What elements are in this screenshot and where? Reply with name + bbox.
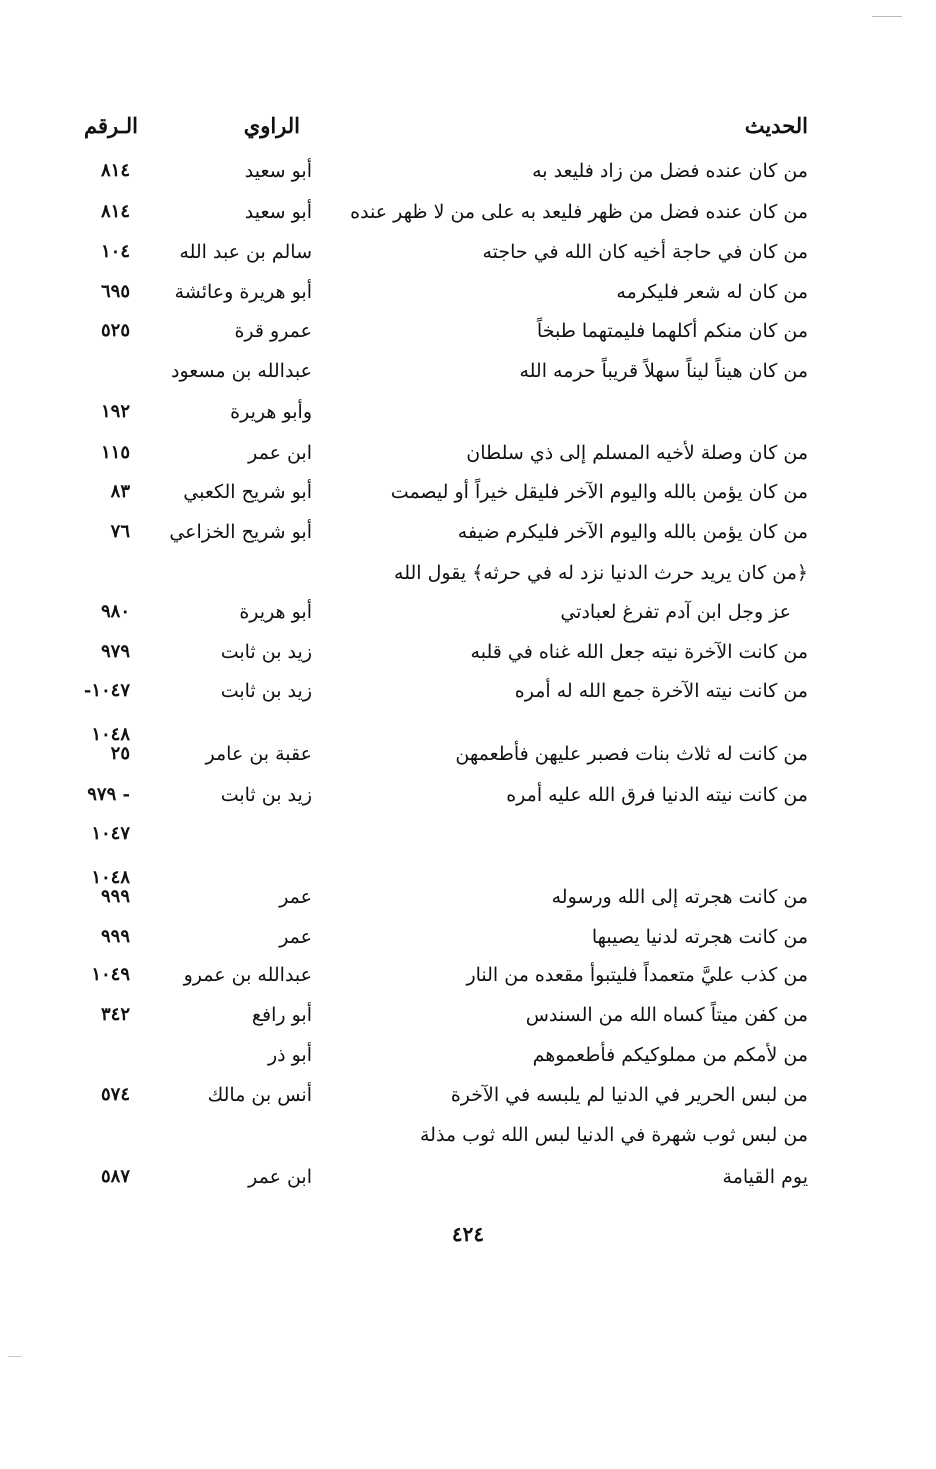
- hadith-text: من كان له شعر فليكرمه: [616, 281, 808, 303]
- narrator-name: وأبو هريرة: [230, 401, 312, 423]
- hadith-number: ٣٤٢: [100, 1004, 130, 1025]
- hadith-text: من كانت نيته الآخرة جمع الله له أمره: [514, 680, 808, 702]
- narrator-name: ابن عمر: [248, 1166, 312, 1188]
- narrator-name: أنس بن مالك: [207, 1084, 312, 1106]
- table-row: [0, 776, 936, 814]
- table-row: [0, 513, 936, 551]
- narrator-name: أبو هريرة: [239, 601, 312, 623]
- hadith-text: من كان منكم أكلهما فليمتهما طبخاً: [536, 320, 808, 342]
- hadith-text: من كانت هجرته لدنيا يصيبها: [591, 926, 808, 948]
- table-row: [0, 735, 936, 773]
- hadith-text: من لأمكم من مملوكيكم فأطعموهم: [532, 1044, 808, 1066]
- hadith-number: ٥٨٧: [100, 1166, 130, 1187]
- column-header-narrator: الراوي: [243, 113, 300, 138]
- column-header-hadith: الحديث: [744, 113, 808, 138]
- narrator-name: عمرو قرة: [234, 320, 312, 342]
- hadith-text: من كان يؤمن بالله واليوم الآخر فليكرم ضيفه: [457, 521, 808, 543]
- table-row: [0, 878, 936, 916]
- narrator-name: أبو شريح الخزاعي: [169, 521, 312, 543]
- narrator-name: سالم بن عبد الله: [179, 241, 312, 263]
- hadith-number: ١٠٤٨: [91, 724, 130, 745]
- column-header-number: الـرقم: [84, 113, 138, 138]
- table-row: [0, 996, 936, 1034]
- hadith-number-stack: [91, 868, 130, 906]
- narrator-name: عمر: [279, 886, 312, 908]
- table-row: [0, 956, 936, 994]
- hadith-text: من لبس الحرير في الدنيا لم يلبسه في الآخرة: [450, 1084, 808, 1106]
- table-row: [0, 193, 936, 231]
- hadith-number: -١٠٤٧: [83, 680, 130, 701]
- table-row: [0, 1116, 936, 1154]
- table-row: [0, 633, 936, 671]
- hadith-text: من كفن ميتاً كساه الله من السندس: [525, 1004, 808, 1026]
- table-row: [0, 918, 936, 956]
- scan-speck: [8, 1356, 22, 1357]
- table-row: [0, 672, 936, 710]
- narrator-name: أبو سعيد: [244, 201, 312, 223]
- hadith-text: من كذب عليَّ متعمداً فليتبوأ مقعده من النار: [466, 964, 808, 986]
- narrator-name: أبو ذر: [267, 1044, 312, 1066]
- narrator-name: زيد بن ثابت: [220, 784, 312, 806]
- hadith-number: ١٠٤٧: [91, 823, 130, 844]
- table-row: [0, 815, 936, 853]
- hadith-number: ٦٩٥: [100, 281, 130, 302]
- hadith-number-continued: ٢٥: [110, 743, 130, 764]
- hadith-number: ٩٧٩: [100, 641, 130, 662]
- hadith-number: ٥٢٥: [100, 320, 130, 341]
- hadith-number-stack: [91, 725, 130, 763]
- table-row: [0, 593, 936, 631]
- hadith-number: ١٠٤٨: [91, 867, 130, 888]
- table-row: [0, 434, 936, 472]
- table-row: [0, 393, 936, 431]
- table-row: [0, 273, 936, 311]
- narrator-name: زيد بن ثابت: [220, 680, 312, 702]
- narrator-name: عمر: [279, 926, 312, 948]
- hadith-number-continued: ٩٩٩: [100, 886, 130, 907]
- hadith-text: من لبس ثوب شهرة في الدنيا لبس الله ثوب مذلة: [419, 1124, 808, 1146]
- hadith-text: من كانت نيته الدنيا فرق الله عليه أمره: [506, 784, 808, 806]
- hadith-text: من كان وصلة لأخيه المسلم إلى ذي سلطان: [466, 442, 808, 464]
- table-row: [0, 312, 936, 350]
- hadith-number: ٨١٤: [100, 160, 130, 181]
- table-row: [0, 152, 936, 190]
- hadith-text: من كانت الآخرة نيته جعل الله غناه في قلبه: [470, 641, 808, 663]
- narrator-name: زيد بن ثابت: [220, 641, 312, 663]
- hadith-text: ﴿من كان يريد حرث الدنيا نزد له في حرثه﴾ يقول الله: [394, 562, 808, 584]
- hadith-number: ٩٧٩ -: [87, 784, 130, 805]
- hadith-number: ٧٦: [110, 521, 130, 542]
- narrator-name: عبدالله بن مسعود: [171, 360, 312, 382]
- table-row: [0, 1036, 936, 1074]
- hadith-text: من كانت له ثلاث بنات فصبر عليهن فأطعمهن: [455, 743, 808, 765]
- table-row: [0, 352, 936, 390]
- hadith-number: ٩٨٠: [100, 601, 130, 622]
- hadith-number: ١٠٤٩: [91, 964, 130, 985]
- hadith-text: من كان يؤمن بالله واليوم الآخر فليقل خيراً أو ليصمت: [390, 481, 808, 503]
- hadith-text: من كان في حاجة أخيه كان الله في حاجته: [482, 241, 808, 263]
- narrator-name: ابن عمر: [248, 442, 312, 464]
- hadith-number: ٨١٤: [100, 201, 130, 222]
- hadith-text: من كانت هجرته إلى الله ورسوله: [551, 886, 808, 908]
- hadith-text: من كان عنده فضل من ظهر فليعد به على من لا ظهر عنده: [350, 201, 808, 223]
- hadith-text: من كان هيناً ليناً سهلاً قريباً حرمه الله: [519, 360, 808, 382]
- page-number: ٤٢٤: [451, 1222, 485, 1246]
- hadith-number: ١١٥: [100, 442, 130, 463]
- table-row: [0, 554, 936, 592]
- hadith-number: ٩٩٩: [100, 926, 130, 947]
- narrator-name: عبدالله بن عمرو: [183, 964, 312, 986]
- hadith-number: ١٩٢: [100, 401, 130, 422]
- table-row: [0, 473, 936, 511]
- hadith-number: ٨٣: [110, 481, 130, 502]
- narrator-name: أبو شريح الكعبي: [183, 481, 312, 503]
- table-row: [0, 1158, 936, 1196]
- narrator-name: أبو سعيد: [244, 160, 312, 182]
- hadith-text: عز وجل ابن آدم تفرغ لعبادتي: [560, 601, 791, 623]
- narrator-name: أبو هريرة وعائشة: [174, 281, 312, 303]
- narrator-name: عقبة بن عامر: [205, 743, 312, 765]
- table-row: [0, 1076, 936, 1114]
- hadith-text: من كان عنده فضل من زاد فليعد به: [532, 160, 808, 182]
- hadith-number: ١٠٤: [100, 241, 130, 262]
- narrator-name: أبو رافع: [251, 1004, 312, 1026]
- hadith-number: ٥٧٤: [100, 1084, 130, 1105]
- hadith-text: يوم القيامة: [722, 1166, 808, 1188]
- scan-speck: [872, 16, 902, 17]
- table-row: [0, 233, 936, 271]
